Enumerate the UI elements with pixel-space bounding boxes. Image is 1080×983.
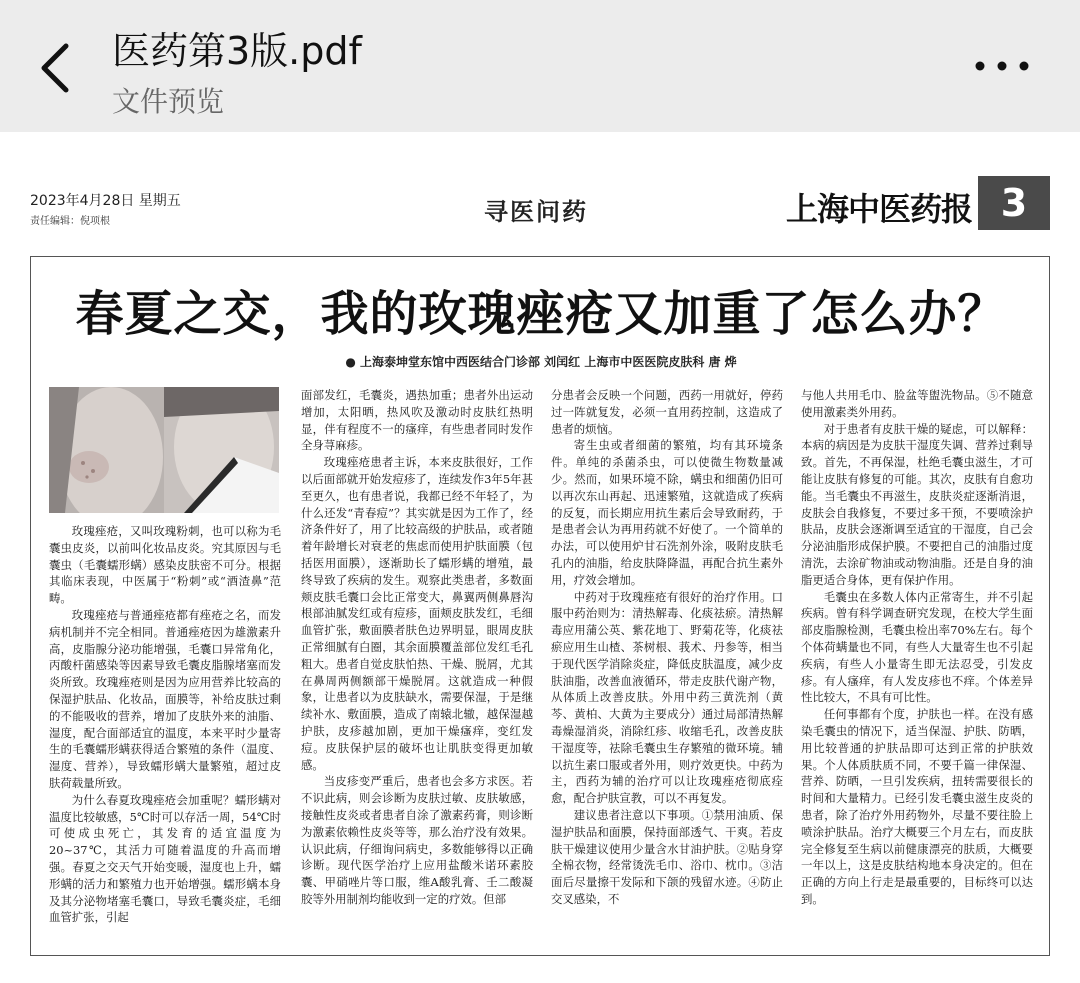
- article-column-1: [49, 523, 281, 943]
- file-preview-label: 文件预览: [112, 85, 225, 118]
- article-byline: ● 上海泰坤堂东馆中西医结合门诊部 刘闰红 上海市中医医院皮肤科 唐 烨: [345, 355, 737, 369]
- newspaper-logo: 上海中医药报: [786, 190, 973, 228]
- paragraph: 对于患者有皮肤干燥的疑虑，可以解释：本病的病因是为皮肤干湿度失调、营养过剩导致。首先，不再保湿，杜绝毛囊虫滋生，才可能让皮肤有修复的可能。其次，皮肤有自愈功能。当毛囊虫不再滋生，皮肤炎症逐渐消退，皮肤会自我修复，不要过多干预，不要喷涂护肤品，皮肤会逐渐调至适宜的干湿度，自己会分泌油脂形成保护膜。不要把自己的油脂过度清洗，去涂矿物油或动物油脂。还是自身的油脂更适合身体，更有保护作用。: [801, 421, 1033, 587]
- editor-credit: 责任编辑：倪项根: [30, 216, 110, 227]
- article-headline: 春夏之交，我的玫瑰痤疮又加重了怎么办？: [75, 286, 1007, 342]
- chevron-left-icon[interactable]: [36, 40, 76, 96]
- issue-date: 2023年4月28日 星期五: [30, 193, 181, 209]
- paragraph: 与他人共用毛巾、脸盆等盥洗物品。⑤不随意使用激素类外用药。: [801, 388, 1033, 419]
- paragraph: 为什么春夏玫瑰痤疮会加重呢？蠕形螨对温度比较敏感，5℃时可以存活一周，54℃时可使成虫死亡，其发育的适宜温度为20~37℃，其活力可随着温度的升高而增强。春夏之交天气开始变暖，湿度也上升，蠕形螨的活力和繁殖力也开始增强。蠕形螨本身及其分泌物堵塞毛囊口，导致毛囊炎症，毛细血管扩张，引起: [49, 792, 281, 925]
- paragraph: 玫瑰痤疮患者主诉，本来皮肤很好，工作以后面部就开始发痘疹了，连续发作3年5年甚至更久，也有患者说，我都已经不年轻了，为什么还发“青春痘”？其实就是因为工作了，经济条件好了，用了比较高级的护肤品，或者随着年龄增长对衰老的焦虑而使用护肤面膜（包括医用面膜），逐渐助长了蠕形螨的增殖，最终导致了疾病的发生。观察此类患者，多数面颊皮肤毛囊口会比正常变大，鼻翼两侧鼻唇沟根部油腻发红或有痘疹，面颊皮肤发红，毛细血管扩张，敷面膜者肤色边界明显，眼周皮肤正常细腻有白圈，其余面膜覆盖部位发红毛孔粗大。患者自觉皮肤怕热、干燥、脱屑，尤其在鼻周两侧额部干燥脱屑。这就造成一种假象，让患者以为皮肤缺水，需要保湿，于是继续补水、敷面膜，造成了南辕北辙，越保湿越护肤，皮疹越加剧，更加干燥瘙痒，变红发痘。皮肤保护层的破坏也让肌肤变得更加敏感。: [301, 455, 533, 772]
- paragraph: 建议患者注意以下事项。①禁用油质、保湿护肤品和面膜，保持面部透气、干爽。若皮肤干燥建议使用少量含水甘油护肤。②贴身穿全棉衣物，经常烫洗毛巾、浴巾、枕巾。③洁面后尽量擦干发际和下颌的残留水迹。④防止交叉感染，不: [551, 807, 783, 906]
- article-box: [30, 256, 1050, 956]
- page-number-badge: 3: [978, 176, 1050, 230]
- file-title: 医药第3版.pdf: [112, 29, 362, 73]
- article-column-2: [301, 387, 533, 947]
- article-photo: [49, 387, 279, 513]
- face-photo-right: [164, 387, 279, 513]
- pdf-page[interactable]: [0, 132, 1080, 983]
- app-header: [0, 0, 1080, 132]
- article-column-3: [551, 387, 783, 947]
- paragraph: 任何事都有个度，护肤也一样。在没有感染毛囊虫的情况下，适当保湿、护肤、防晒，用比较普通的护肤品即可达到正常的护肤效果。个人体质肤质不同，不要千篇一律保湿、营养、防晒，一旦引发疾病，扭转需要很长的时间和大量精力。已经引发毛囊虫滋生皮炎的患者，除了治疗外用药物外，尽量不要往脸上喷涂护肤品。治疗大概要三个月左右，而皮肤完全修复至生病以前健康漂亮的肤质，大概要一年以上，这是皮肤结构地本身决定的。但在正确的方向上行走是最重要的，目标终可以达到。: [801, 707, 1033, 906]
- more-dots-icon[interactable]: [972, 56, 1032, 76]
- paragraph: 中药对于玫瑰痤疮有很好的治疗作用。口服中药治则为：清热解毒、化痰祛瘀。清热解毒应用蒲公英、紫花地丁、野菊花等，化痰祛瘀应用生山楂、茶树根、莪术、丹参等，相当于现代医学消除炎症，降低皮肤温度，减少皮肤油脂，改善血液循环，带走皮肤代谢产物，从体质上改善皮肤。外用中药三黄洗剂（黄芩、黄柏、大黄为主要成分）通过局部清热解毒燥湿消炎，消除红疹、收缩毛孔，改善皮肤干湿度等，祛除毛囊虫生存繁殖的微环境。辅以抗生素口服或者外用，则疗效更快。中药为主，西药为辅的治疗可以让玫瑰痤疮彻底痊愈，配合护肤宣教，可以不再复发。: [551, 589, 783, 806]
- paragraph: 当皮疹变严重后，患者也会多方求医。若不识此病，则会诊断为皮肤过敏、皮肤敏感，接触性皮炎或者患者自涂了激素药膏，则诊断为激素依赖性皮炎等等，那么治疗没有效果。认识此病，仔细询问病史，多数能够得以正确诊断。现代医学治疗上应用盐酸米诺环素胶囊、甲硝唑片等口服，维A酸乳膏、壬二酸凝胶等外用制剂均能收到一定的疗效。但部: [301, 774, 533, 906]
- paragraph: 寄生虫或者细菌的繁殖，均有其环境条件。单纯的杀菌杀虫，可以使微生物数量减少。然而，如果环境不除，螨虫和细菌仍旧可以再次东山再起、迅速繁殖，这就造成了疾病的反复，而长期应用抗生素后会导致耐药，于是患者会认为再用药就不好使了。一个简单的办法，可以使用炉甘石洗剂外涂，吸附皮肤毛孔内的油脂，给皮肤降降温，再配合抗生素外用，疗效会增加。: [551, 438, 783, 587]
- paragraph: 玫瑰痤疮与普通痤疮都有痤疮之名，而发病机制并不完全相同。普通痤疮因为雄激素升高，皮脂腺分泌功能增强，毛囊口异常角化，丙酸杆菌感染等因素导致毛囊皮脂腺堵塞而发炎所致。玫瑰痤疮则是因为应用营养比较高的保湿护肤品、化妆品，面膜等，补给皮肤过剩的不能吸收的营养，增加了皮肤外来的油脂、湿度，配合面部适宜的温度，本来平时少量寄生的毛囊蠕形螨获得适合繁殖的条件（温度、湿度、营养），导致蠕形螨大量繁殖，超过皮肤荷载量所致。: [49, 607, 281, 790]
- face-photo-left: [49, 387, 164, 513]
- article-column-4: [801, 387, 1033, 947]
- paragraph: 玫瑰痤疮，又叫玫瑰粉刺，也可以称为毛囊虫皮炎，以前叫化妆品皮炎。究其原因与毛囊虫（毛囊蠕形螨）感染皮肤密不可分。根据其临床表现，中医属于“粉刺”或“酒渣鼻”范畴。: [49, 524, 281, 606]
- paragraph: 毛囊虫在多数人体内正常寄生，并不引起疾病。曾有科学调查研究发现，在校大学生面部皮脂腺检测，毛囊虫检出率70%左右。每个个体荷螨量也不同，有些人大量寄生也不引起疾病，有些人小量寄生即无法忍受，引发皮疹。有人瘙痒，有人发皮疹也不痒。个体差异性比较大，不具有可比性。: [801, 589, 1033, 705]
- paragraph: 分患者会反映一个问题，西药一用就好，停药过一阵就复发，必须一直用药控制，这造成了患者的烦恼。: [551, 388, 783, 436]
- paragraph: 面部发红，毛囊炎，遇热加重；患者外出运动增加，太阳晒，热风吹及激动时皮肤红热明显，伴有程度不一的瘙痒，有些患者同时发作全身荨麻疹。: [301, 388, 533, 453]
- section-title: 寻医问药: [484, 198, 588, 226]
